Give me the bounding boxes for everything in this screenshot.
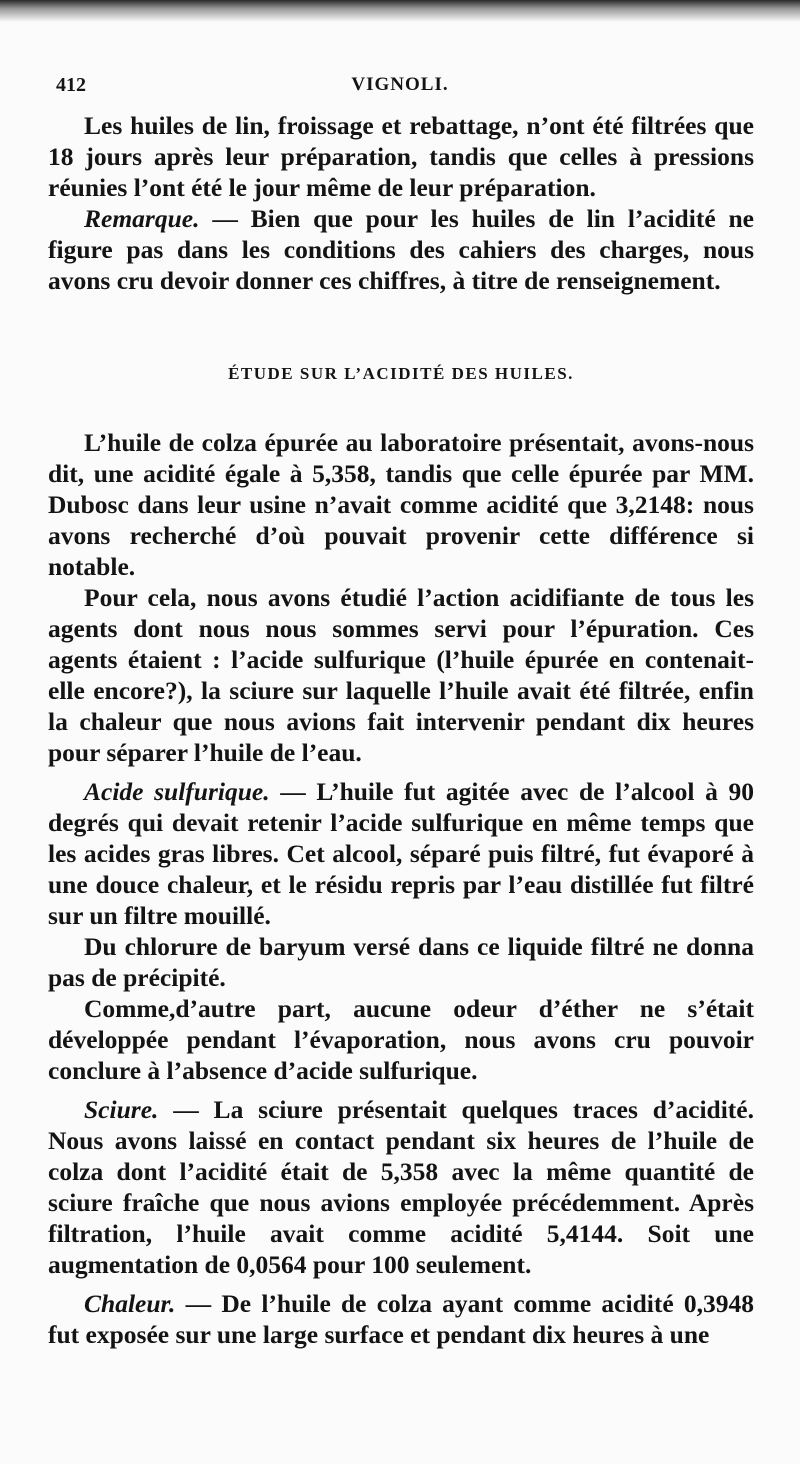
paragraph-text: — Bien que pour les huiles de lin l’acidité ne figure pas dans les conditions des cahiers des charges, nous avons cru devoir donner ces chiffres, à titre de renseignement. [48,204,754,295]
paragraph-text: Les huiles de lin, froissage et rebattage, n’ont été filtrées que 18 jours après leur préparation, tandis que celles à pressions réunies l’ont été le jour même de leur préparation. [48,111,754,202]
section-heading: ÉTUDE SUR L’ACIDITÉ DES HUILES. [228,364,574,383]
paragraph [48,427,754,582]
paragraph [48,776,754,931]
paragraph-text: — La sciure présentait quelques traces d’acidité. Nous avons laissé en contact pendant six heures de l’huile de colza dont l’acidité était de 5,358 avec la même quantité de sciure fraîche que nous avions employée précédemment. Après filtration, l’huile avait comme acidité 5,4144. Soit une augmentation de 0,0564 pour 100 seulement. [48,1095,754,1279]
paragraph-text: L’huile de colza épurée au laboratoire présentait, avons-nous dit, une acidité égale à 5,358, tandis que celle épurée par MM. Dubosc dans leur usine n’avait comme acidité que 3,2148: nous avons recherché d’où pouvait provenir cette différence si notable. [48,428,754,581]
body-text [48,110,754,1350]
page-header [50,74,750,104]
running-head: VIGNOLI. [351,74,449,95]
scan-top-edge [0,0,800,22]
paragraph [48,993,754,1086]
paragraph-text: Pour cela, nous avons étudié l’action acidifiante de tous les agents dont nous nous sommes servi pour l’épuration. Ces agents étaient : l’acide sulfurique (l’huile épurée en contenait-elle encore?), la sciure sur laquelle l’huile avait été filtrée, enfin la chaleur que nous avions fait intervenir pendant dix heures pour séparer l’huile de l’eau. [48,583,754,767]
paragraph [48,931,754,993]
paragraph [48,110,754,203]
paragraph-lead: Chaleur. [84,1289,176,1318]
paragraph-lead: Sciure. [84,1095,159,1124]
paragraph-text: Du chlorure de baryum versé dans ce liquide filtré ne donna pas de précipité. [48,932,754,992]
paragraph [48,1094,754,1280]
paragraph [48,582,754,768]
paragraph [48,1288,754,1350]
paragraph [48,203,754,296]
paragraph-text: — De l’huile de colza ayant comme acidité 0,3948 fut exposée sur une large surface et pendant dix heures à une [48,1289,754,1349]
paragraph-text: — L’huile fut agitée avec de l’alcool à 90 degrés qui devait retenir l’acide sulfurique en même temps que les acides gras libres. Cet alcool, séparé puis filtré, fut évaporé à une douce chaleur, et le résidu repris par l’eau distillée fut filtré sur un filtre mouillé. [48,777,754,930]
paragraph-lead: Acide sulfurique. [84,777,270,806]
paragraph-lead: Remarque. [84,204,200,233]
page-number: 412 [56,74,86,96]
paragraph-text: Comme,d’autre part, aucune odeur d’éther ne s’était développée pendant l’évaporation, nous avons cru pouvoir conclure à l’absence d’acide sulfurique. [48,994,754,1085]
